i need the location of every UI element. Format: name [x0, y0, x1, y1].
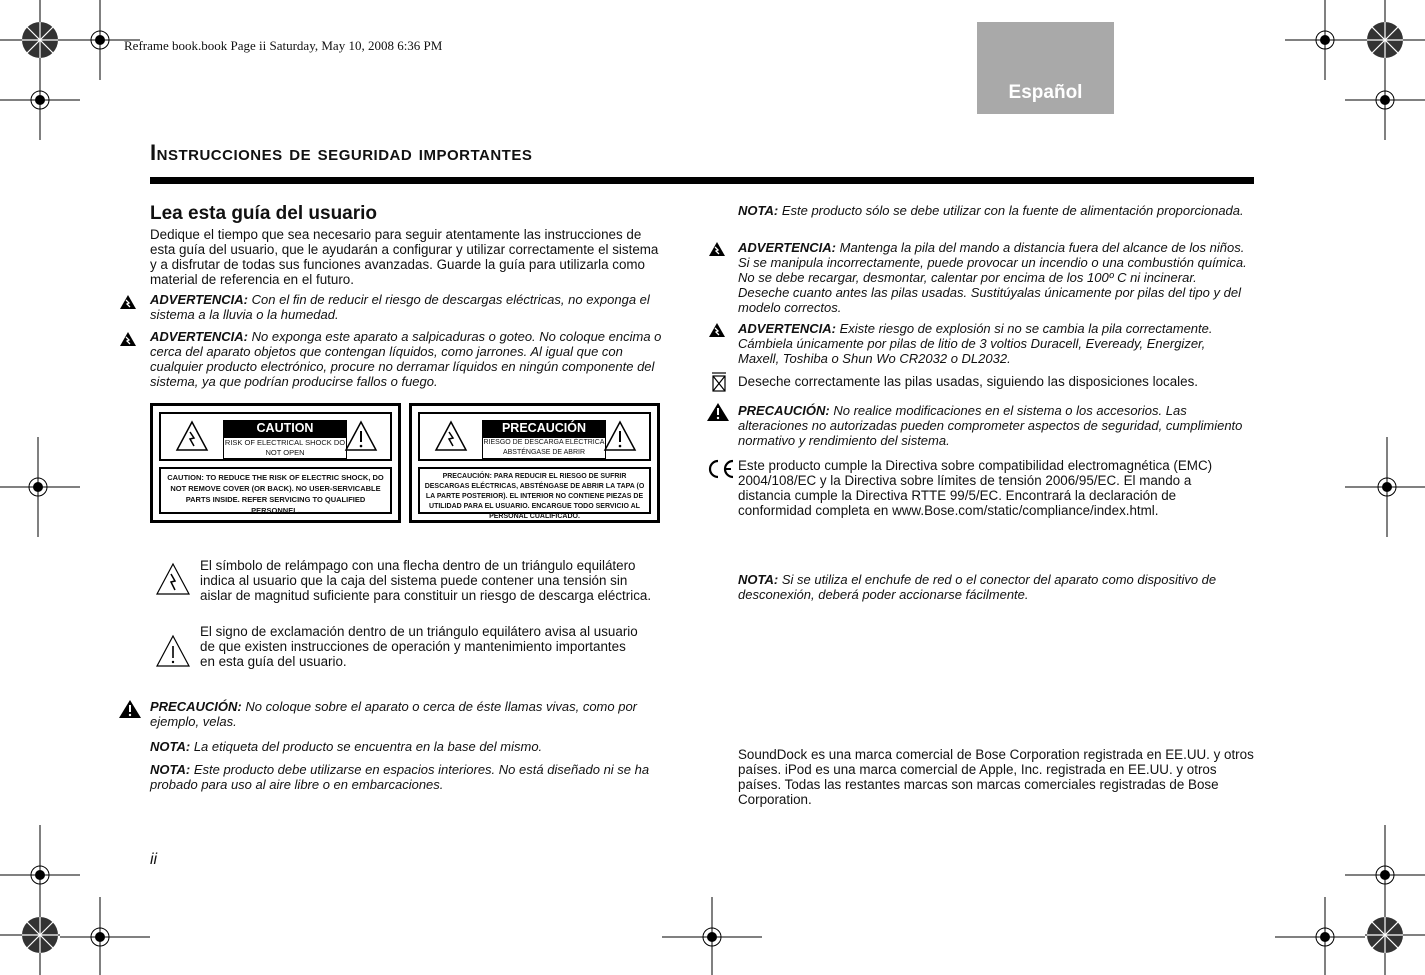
label-heading: PRECAUCIÓN [482, 420, 606, 437]
lightning-explanation: El símbolo de relámpago con una flecha dentro de un triángulo equilátero indica al usuario que la caja del sistema puede contener una tensión sin aislar de magnitud suficiente para constituir un riesgo de descarga eléctrica. [200, 558, 652, 603]
warning-right-2 [738, 321, 1250, 366]
warning-2 [150, 329, 662, 389]
exclamation-explanation: El signo de exclamación dentro de un triángulo equilátero avisa al usuario de que existen instrucciones de operación y mantenimiento importantes en esta guía del usuario. [200, 624, 638, 669]
exclamation-triangle-icon [155, 634, 191, 668]
note-label: NOTA: [150, 739, 191, 754]
warning-triangle-icon [708, 322, 726, 338]
section-heading: Lea esta guía del usuario [150, 203, 378, 224]
note-left-1 [150, 739, 662, 754]
page-title: Instrucciones de seguridad importantes [150, 140, 533, 165]
battery-disposal-text: Deseche correctamente las pilas usadas, siguiendo las disposiciones locales. [738, 374, 1198, 389]
label-subheading: RISK OF ELECTRICAL SHOCK DO NOT OPEN [224, 438, 346, 457]
lightning-triangle-icon [175, 420, 209, 452]
left-column [150, 203, 662, 287]
label-top-panel [159, 412, 392, 461]
warning-triangle-icon [118, 699, 142, 719]
warning-text: No exponga este aparato a salpicaduras o goteo. No coloque encima o cerca del aparato objetos que contengan líquidos, como jarrones. Al igual que con cualquier producto electrónico, procure no derramar líquidos en ningún componente del sistema, ya que podrían producirse fallos o fuego. [150, 329, 662, 389]
warning-triangle-icon [706, 402, 730, 422]
note-label: NOTA: [738, 572, 779, 587]
warning-1 [150, 292, 662, 322]
precaution-label: PRECAUCIÓN: [738, 403, 830, 418]
precaution-left [150, 699, 662, 729]
note-left-2 [150, 762, 662, 792]
intro-paragraph: Dedique el tiempo que sea necesario para seguir atentamente las instrucciones de esta guía del usuario, que le ayudarán a configurar y utilizar correctamente el sistema y a disfrutar de todas sus funciones avanzadas. Guarde la guía para utilizarla como material de referencia en el futuro. [150, 227, 659, 287]
note-text: Este producto debe utilizarse en espacios interiores. No está diseñado ni se ha probado para uso al aire libre o en embarcaciones. [150, 762, 650, 792]
warning-label: ADVERTENCIA: [738, 240, 836, 255]
title-rule [150, 177, 1254, 184]
ce-mark-icon [706, 458, 736, 480]
exclamation-triangle-icon [603, 420, 637, 452]
ce-compliance-text: Este producto cumple la Directiva sobre compatibilidad electromagnética (EMC) 2004/108/EC y la Directiva sobre límites de tensión 2006/95/EC. El mando a distancia cumple la Directiva RTTE 99/5/EC. Encontrará la declaración de conformidad completa en www.Bose.com/static/compliance/index.html. [738, 458, 1213, 518]
warning-label: ADVERTENCIA: [150, 329, 248, 344]
note-text: La etiqueta del producto se encuentra en la base del mismo. [193, 739, 543, 754]
label-heading: CAUTION [223, 420, 347, 437]
precaution-text: No coloque sobre el aparato o cerca de éste llamas vivas, como por ejemplo, velas. [150, 699, 638, 729]
label-body-text: CAUTION: TO REDUCE THE RISK OF ELECTRIC SHOCK, DO NOT REMOVE COVER (OR BACK). NO USER-SERVICABLE PARTS INSIDE. REFER SERVICING TO QUALIFIED PERSONNEL. [159, 467, 392, 514]
exclamation-triangle-icon [344, 420, 378, 452]
warning-triangle-icon [119, 294, 137, 310]
note-right-2 [738, 572, 1250, 602]
warning-text: Existe riesgo de explosión si no se cambia la pila correctamente. Cámbiela únicamente por pilas de litio de 3 voltios Duracell, Eveready, Energizer, Maxell, Toshiba o Shun Wo CR2032 o DL2032. [738, 321, 1213, 366]
lightning-triangle-icon [155, 562, 191, 596]
warning-text: Con el fin de reducir el riesgo de descargas eléctricas, no exponga el sistema a la lluvia o la humedad. [150, 292, 650, 322]
language-tab: Español [977, 22, 1114, 114]
note-text: Este producto sólo se debe utilizar con la fuente de alimentación proporcionada. [781, 203, 1244, 218]
crossed-bin-icon [709, 370, 729, 394]
note-right-1 [738, 203, 1250, 218]
warning-label: ADVERTENCIA: [150, 292, 248, 307]
precaution-label: PRECAUCIÓN: [150, 699, 242, 714]
warning-right-1 [738, 240, 1250, 315]
caution-label-english [150, 403, 401, 523]
label-top-panel [418, 412, 651, 461]
label-body-text: PRECAUCIÓN: PARA REDUCIR EL RIESGO DE SUFRIR DESCARGAS ELÉCTRICAS, ABSTÉNGASE DE ABRIR LA TAPA (O LA PARTE POSTERIOR). EL INTERIOR NO CONTIENE PIEZAS DE UTILIDAD PARA EL USUARIO. ENCARGUE TODO SERVICIO AL PERSONAL CUALIFICADO. [418, 467, 651, 514]
note-text: Si se utiliza el enchufe de red o el conector del aparato como dispositivo de desconexión, deberá poder accionarse fácilmente. [738, 572, 1217, 602]
page-number: ii [150, 851, 158, 868]
caution-label-spanish [409, 403, 660, 523]
note-label: NOTA: [150, 762, 191, 777]
precaution-text: No realice modificaciones en el sistema o los accesorios. Las alteraciones no autorizadas pueden comprometer aspectos de seguridad, cumplimiento normativo y rendimiento del sistema. [738, 403, 1243, 448]
warning-text: Mantenga la pila del mando a distancia fuera del alcance de los niños. Si se manipula incorrectamente, puede provocar un incendio o una combustión química. No se debe recargar, desmontar, calentar por encima de los 100º C ni incinerar. Deseche cuanto antes las pilas usadas. Sustitúyalas únicamente por pilas del tipo y del modelo correctos. [738, 240, 1247, 315]
precaution-right [738, 403, 1250, 448]
print-info-header: Reframe book.book Page ii Saturday, May 10, 2008 6:36 PM [124, 38, 443, 53]
warning-triangle-icon [708, 241, 726, 257]
label-subheading: RIESGO DE DESCARGA ELÉCTRICA ABSTÉNGASE DE ABRIR [482, 437, 606, 459]
trademark-text: SoundDock es una marca comercial de Bose Corporation registrada en EE.UU. y otros países. iPod es una marca comercial de Apple, Inc. registrada en EE.UU. y otros países. Todas las restantes marcas son marcas comerciales registradas de Bose Corporation. [738, 747, 1254, 807]
note-label: NOTA: [738, 203, 779, 218]
lightning-triangle-icon [434, 420, 468, 452]
warning-label: ADVERTENCIA: [738, 321, 836, 336]
warning-triangle-icon [119, 331, 137, 347]
